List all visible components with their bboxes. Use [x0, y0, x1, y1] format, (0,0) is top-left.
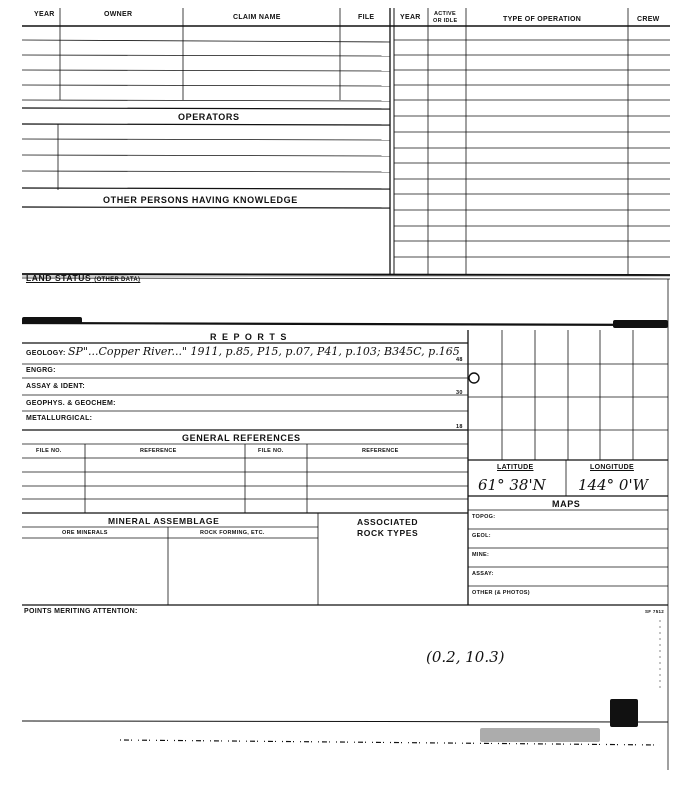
associated-label: ASSOCIATED [357, 517, 419, 527]
longitude-label: LONGITUDE [590, 464, 634, 471]
idle-header: OR IDLE [433, 18, 458, 24]
land-status-label [26, 273, 140, 283]
margin-number-18: 18 [456, 424, 463, 430]
maps-geol-label: GEOL: [472, 533, 491, 539]
activity-year-header: YEAR [400, 14, 421, 21]
geophys-label: GEOPHYS. & GEOCHEM: [26, 400, 116, 407]
engrg-label: ENGRG: [26, 367, 56, 374]
operators-label: OPERATORS [178, 112, 240, 122]
scan-block [610, 699, 638, 727]
land-status-title: LAND STATUS [26, 273, 92, 283]
ref-reference-header-1: REFERENCE [140, 448, 177, 454]
ref-reference-header-2: REFERENCE [362, 448, 399, 454]
geology-label: GEOLOGY: [26, 350, 66, 357]
maps-other-label: OTHER (& PHOTOS) [472, 590, 530, 596]
maps-topog-label: TOPOG: [472, 514, 496, 520]
active-header: ACTIVE [434, 11, 456, 17]
ref-file-no-header-1: FILE NO. [36, 448, 62, 454]
maps-assay-label: ASSAY: [472, 571, 494, 577]
latitude-label: LATITUDE [497, 464, 534, 471]
crew-header: CREW [637, 16, 660, 23]
maps-title: MAPS [552, 499, 581, 509]
scan-noise [480, 728, 600, 742]
form-number: SF 7512 [645, 609, 665, 614]
type-of-operation-header: TYPE OF OPERATION [503, 16, 582, 23]
general-references-title: GENERAL REFERENCES [182, 433, 301, 443]
mineral-assemblage-title: MINERAL ASSEMBLAGE [108, 516, 220, 526]
reports-title: R E P O R T S [210, 332, 288, 342]
maps-mine-label: MINE: [472, 552, 490, 558]
margin-number-48: 48 [456, 357, 463, 363]
longitude-value: 144° 0'W [578, 476, 648, 494]
rock-types-label: ROCK TYPES [357, 528, 419, 538]
other-persons-label: OTHER PERSONS HAVING KNOWLEDGE [103, 195, 298, 205]
rock-forming-header: ROCK FORMING, ETC. [200, 530, 265, 536]
claims-year-header: YEAR [34, 11, 55, 18]
claim-name-header: CLAIM NAME [233, 14, 281, 21]
coordinate-note: (0.2, 10.3) [426, 648, 505, 666]
scan-smudge-left [22, 317, 82, 324]
scan-smudge-right [613, 320, 668, 328]
assay-label: ASSAY & IDENT: [26, 383, 86, 390]
points-meriting-attention-label: POINTS MERITING ATTENTION: [24, 608, 138, 615]
latitude-value: 61° 38'N [478, 476, 546, 494]
owner-header: OWNER [104, 11, 133, 18]
file-header: FILE [358, 14, 375, 21]
land-status-sublabel: (OTHER DATA) [94, 277, 141, 283]
ore-minerals-header: ORE MINERALS [62, 530, 108, 536]
geology-value: SP"...Copper River..." 1911, p.85, P15, p.07, P41, p.103; B345C, p.165 [68, 345, 460, 358]
margin-number-30: 30 [456, 390, 463, 396]
metallurgical-label: METALLURGICAL: [26, 415, 93, 422]
ref-file-no-header-2: FILE NO. [258, 448, 284, 454]
